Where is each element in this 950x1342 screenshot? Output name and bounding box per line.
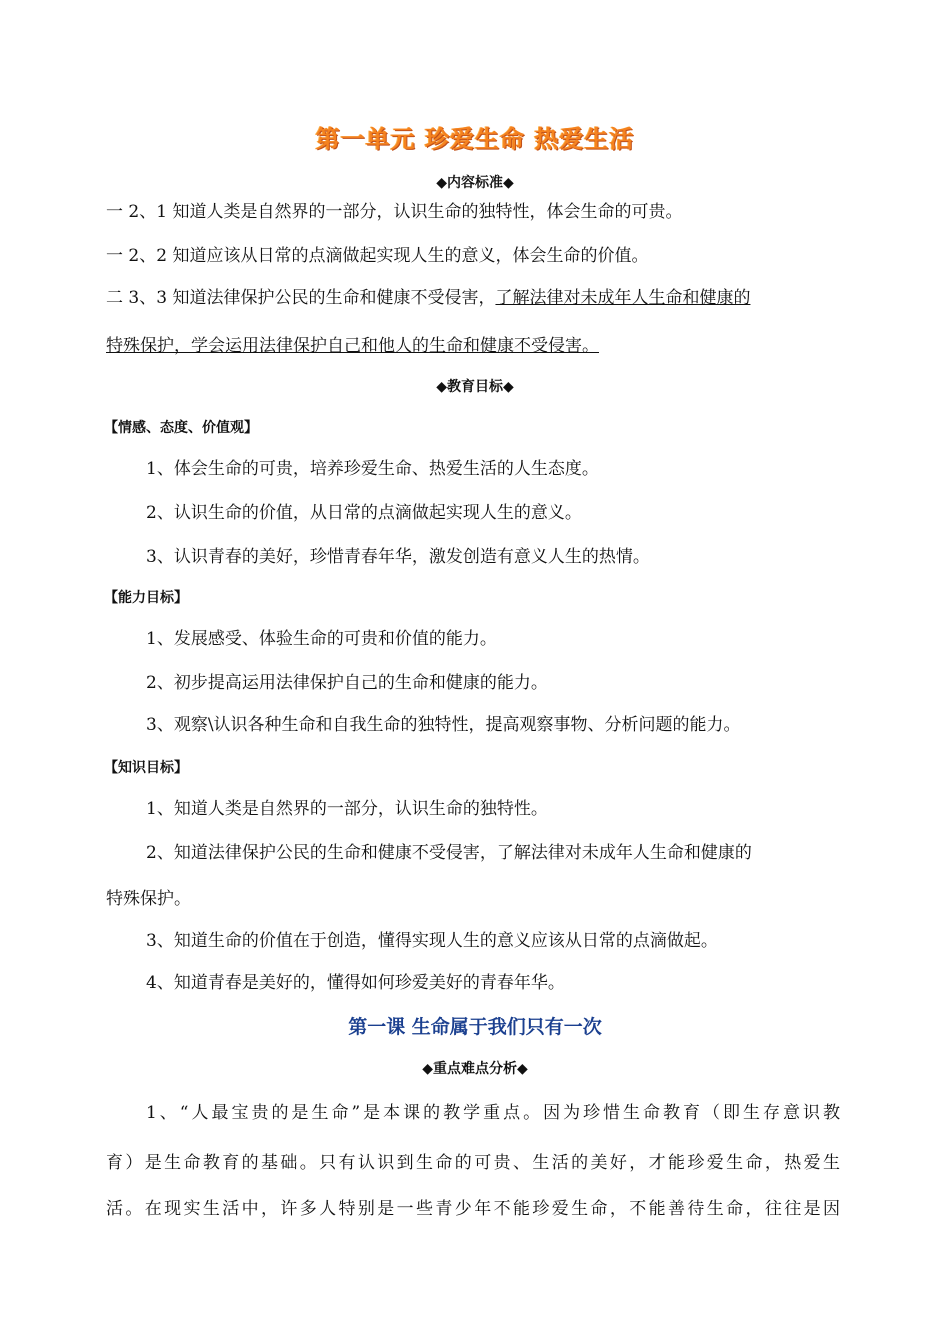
ability-goal-1: 1、发展感受、体验生命的可贵和价值的能力。: [146, 629, 497, 649]
paragraph-line-3: 活。在现实生活中，许多人特别是一些青少年不能珍爱生命，不能善待生命，往往是因: [106, 1199, 840, 1219]
content-standard-item-2: 一 2、2 知道应该从日常的点滴做起实现人生的意义，体会生命的价值。: [106, 246, 649, 266]
knowledge-goals-label: 【知识目标】: [104, 760, 188, 776]
content-standard-item-1: 一 2、1 知道人类是自然界的一部分，认识生命的独特性，体会生命的可贵。: [106, 202, 683, 222]
emotion-goals-label: 【情感、态度、价值观】: [104, 420, 258, 436]
paragraph-line-1: 1、“人最宝贵的是生命”是本课的教学重点。因为珍惜生命教育（即生存意识教: [146, 1103, 840, 1123]
knowledge-goal-1: 1、知道人类是自然界的一部分，认识生命的独特性。: [146, 799, 548, 819]
paragraph-line-2: 育）是生命教育的基础。只有认识到生命的可贵、生活的美好，才能珍爱生命，热爱生: [106, 1153, 840, 1173]
ability-goal-3: 3、观察\认识各种生命和自我生命的独特性，提高观察事物、分析问题的能力。: [146, 715, 741, 735]
emotion-goal-3: 3、认识青春的美好，珍惜青春年华，激发创造有意义人生的热情。: [146, 547, 650, 567]
content-standard-heading: ◆内容标准◆: [436, 175, 514, 191]
ability-goal-2: 2、初步提高运用法律保护自己的生命和健康的能力。: [146, 673, 548, 693]
content-standard-item-3: [106, 287, 750, 309]
lesson-title: 第一课 生命属于我们只有一次: [348, 1016, 602, 1038]
knowledge-goal-2: 2、知道法律保护公民的生命和健康不受侵害，了解法律对未成年人生命和健康的: [146, 843, 752, 863]
knowledge-goal-2-continued: 特殊保护。: [106, 889, 191, 909]
content-standard-item-3-text: 二 3、3 知道法律保护公民的生命和健康不受侵害，: [106, 288, 496, 308]
knowledge-goal-3: 3、知道生命的价值在于创造，懂得实现人生的意义应该从日常的点滴做起。: [146, 931, 718, 951]
analysis-heading: ◆重点难点分析◆: [422, 1061, 528, 1077]
emotion-goal-2: 2、认识生命的价值，从日常的点滴做起实现人生的意义。: [146, 503, 582, 523]
content-standard-item-3-continued: 特殊保护，学会运用法律保护自己和他人的生命和健康不受侵害。: [106, 336, 599, 356]
unit-title: 第一单元 珍爱生命 热爱生活: [315, 125, 635, 153]
ability-goals-label: 【能力目标】: [104, 590, 188, 606]
emotion-goal-1: 1、体会生命的可贵，培养珍爱生命、热爱生活的人生态度。: [146, 459, 599, 479]
content-standard-item-3-underlined: 了解法律对未成年人生命和健康的: [495, 288, 751, 308]
knowledge-goal-4: 4、知道青春是美好的，懂得如何珍爱美好的青春年华。: [146, 973, 565, 993]
education-goals-heading: ◆教育目标◆: [436, 379, 514, 395]
